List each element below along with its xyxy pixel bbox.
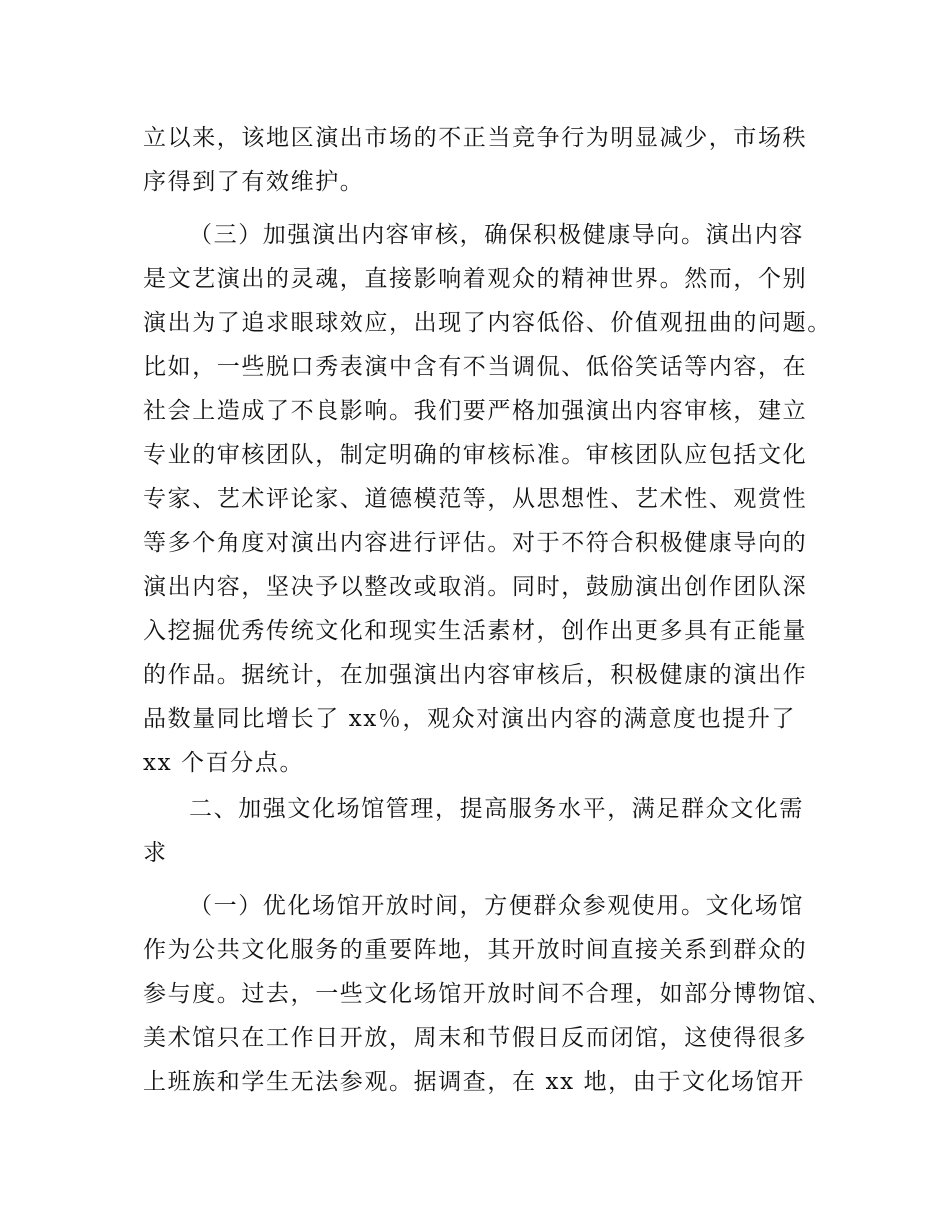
text-line: 上班族和学生无法参观。据调查，在 xx 地，由于文化场馆开: [143, 1069, 805, 1095]
text-line: 比如，一些脱口秀表演中含有不当调侃、低俗笑话等内容，在: [143, 354, 808, 380]
text-line: 二、加强文化场馆管理，提高服务水平，满足群众文化需: [189, 796, 804, 822]
text-line: 等多个角度对演出内容进行评估。对于不符合积极健康导向的: [143, 530, 808, 556]
paragraph-content-review: [143, 213, 832, 785]
text-line: （一）优化场馆开放时间，方便群众参观使用。文化场馆: [189, 893, 804, 919]
text-line: 美术馆只在工作日开放，周末和节假日反而闭馆，这使得很多: [143, 1025, 808, 1051]
text-line: 社会上造成了不良影响。我们要严格加强演出内容审核，建立: [143, 398, 808, 424]
text-line: 参与度。过去，一些文化场馆开放时间不合理，如部分博物馆、: [143, 981, 832, 1007]
text-line: 立以来，该地区演出市场的不正当竞争行为明显减少，市场秩: [143, 125, 808, 151]
text-line: 演出为了追求眼球效应，出现了内容低俗、价值观扭曲的问题。: [143, 310, 832, 336]
text-line: 是文艺演出的灵魂，直接影响着观众的精神世界。然而，个别: [143, 266, 808, 292]
text-line: 品数量同比增长了 xx％，观众对演出内容的满意度也提升了: [143, 706, 797, 732]
section-heading-venue-management: [143, 787, 813, 875]
paragraph-opening-hours: [143, 884, 832, 1104]
text-line: 专家、艺术评论家、道德模范等，从思想性、艺术性、观赏性: [143, 486, 808, 512]
text-line: 求: [143, 840, 168, 866]
text-line: 的作品。据统计，在加强演出内容审核后，积极健康的演出作: [143, 662, 808, 688]
paragraph-market-order: [143, 116, 813, 204]
text-line: 专业的审核团队，制定明确的审核标准。审核团队应包括文化: [143, 442, 808, 468]
text-line: 演出内容，坚决予以整改或取消。同时，鼓励演出创作团队深: [143, 574, 808, 600]
text-line: 入挖掘优秀传统文化和现实生活素材，创作出更多具有正能量: [143, 618, 808, 644]
text-line: 作为公共文化服务的重要阵地，其开放时间直接关系到群众的: [143, 937, 808, 963]
text-line: （三）加强演出内容审核，确保积极健康导向。演出内容: [189, 222, 804, 248]
text-line: 序得到了有效维护。: [143, 169, 365, 195]
text-line: xx 个百分点。: [143, 750, 305, 776]
